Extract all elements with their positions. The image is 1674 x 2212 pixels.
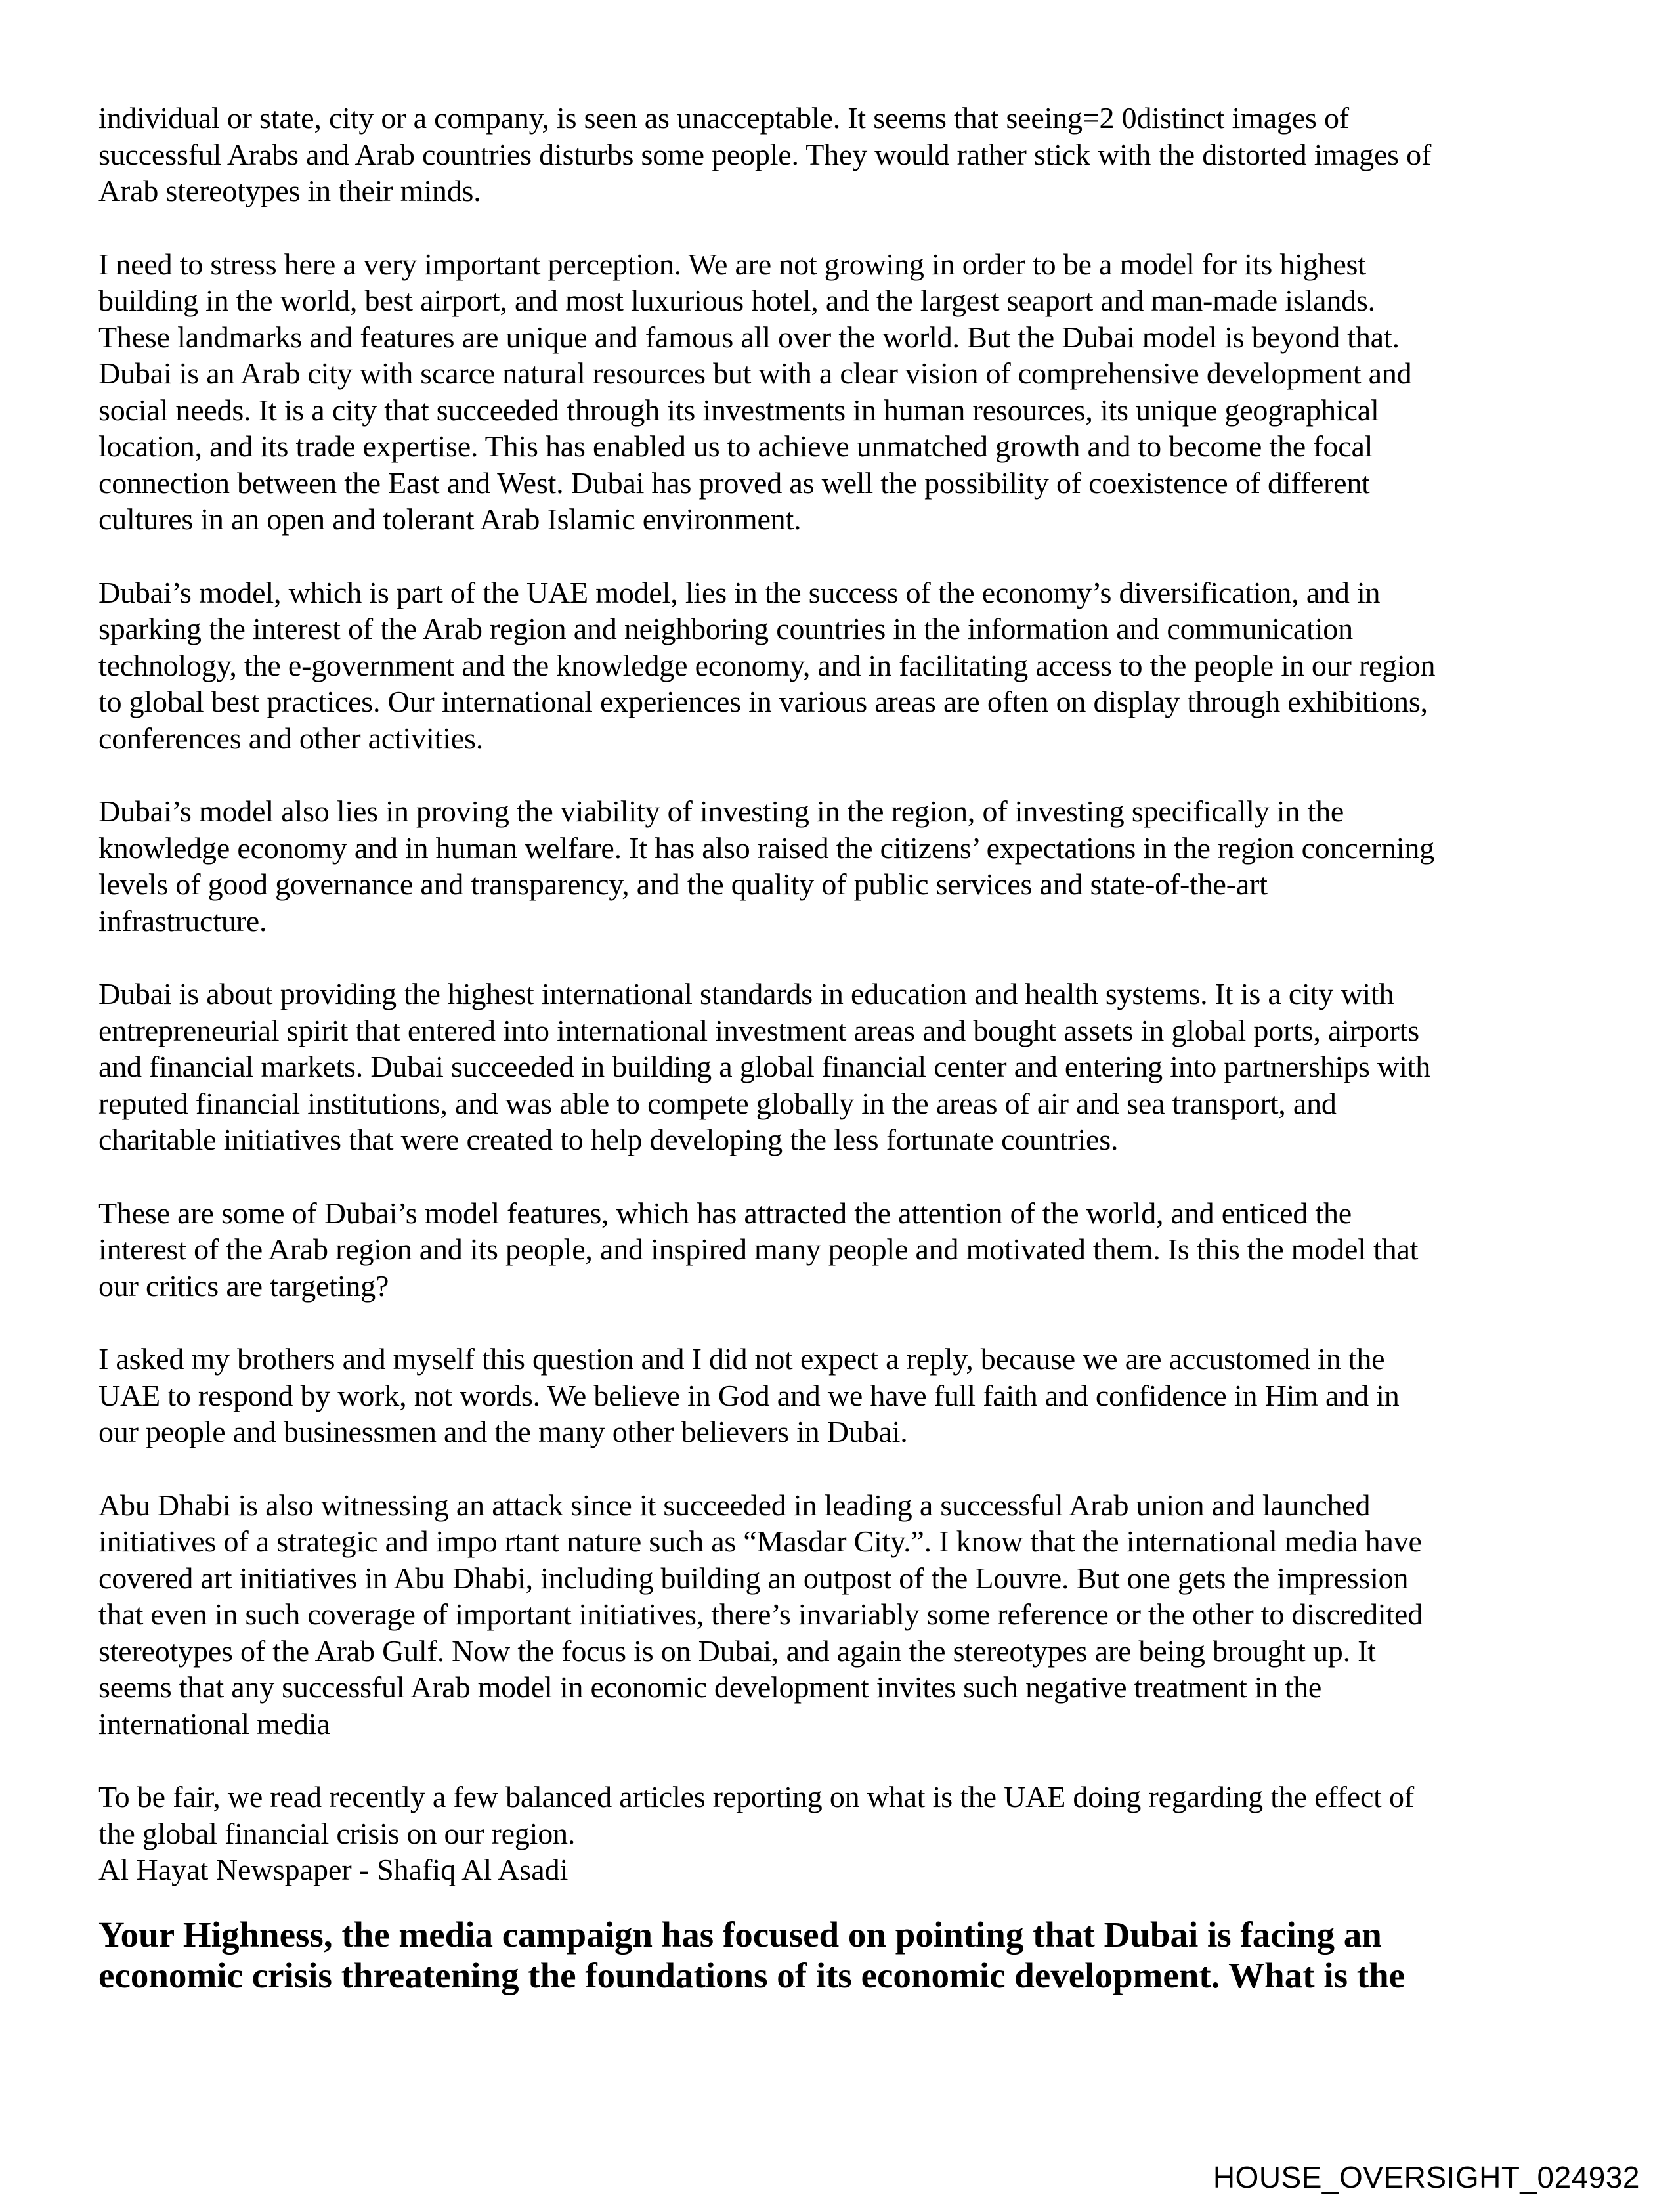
text-line: connection between the East and West. Dubai has proved as well the possibility of coexistence of different — [98, 466, 1370, 500]
bates-stamp: HOUSE_OVERSIGHT_024932 — [1213, 2160, 1640, 2194]
text-line: individual or state, city or a company, is seen as unacceptable. It seems that seeing=2 0distinct images of — [98, 101, 1349, 135]
text-line: technology, the e-government and the knowledge economy, and in facilitating access to the people in our region — [98, 648, 1436, 682]
text-line: that even in such coverage of important initiatives, there’s invariably some reference or the other to discredited — [98, 1597, 1423, 1631]
text-line: reputed financial institutions, and was able to compete globally in the areas of air and sea transport, and — [98, 1086, 1337, 1120]
paragraph-respond-by-work — [98, 1341, 1608, 1450]
text-line: cultures in an open and tolerant Arab Islamic environment. — [98, 502, 802, 536]
text-line: Abu Dhabi is also witnessing an attack since it succeeded in leading a successful Arab union and launched — [98, 1488, 1371, 1522]
text-line: seems that any successful Arab model in economic development invites such negative treatment in the — [98, 1670, 1322, 1704]
text-line: social needs. It is a city that succeeded through its investments in human resources, its unique geographical — [98, 393, 1379, 427]
text-line: entrepreneurial spirit that entered into international investment areas and bought assets in global ports, airports — [98, 1013, 1419, 1047]
document-page — [98, 100, 1608, 1996]
text-line: I need to stress here a very important perception. We are not growing in order to be a model for its highest — [98, 247, 1366, 281]
paragraph-abu-dhabi — [98, 1487, 1608, 1743]
text-line: international media — [98, 1706, 330, 1741]
text-line: Dubai is an Arab city with scarce natural resources but with a clear vision of comprehensive development and — [98, 357, 1412, 390]
paragraph-stereotypes — [98, 100, 1608, 209]
text-line: I asked my brothers and myself this question and I did not expect a reply, because we are accustomed in the — [98, 1342, 1385, 1376]
paragraph-uae-model — [98, 575, 1608, 757]
text-line: conferences and other activities. — [98, 721, 484, 755]
text-line: Arab stereotypes in their minds. — [98, 174, 481, 207]
question-line: Your Highness, the media campaign has focused on pointing that Dubai is facing an — [98, 1914, 1382, 1955]
text-line: interest of the Arab region and its people, and inspired many people and motivated them. Is this the model that — [98, 1232, 1419, 1266]
text-line: infrastructure. — [98, 903, 267, 938]
text-line: and financial markets. Dubai succeeded in building a global financial center and entering into partnerships with — [98, 1050, 1431, 1083]
text-line: the global financial crisis on our region. — [98, 1816, 576, 1850]
text-line: Dubai’s model, which is part of the UAE model, lies in the success of the economy’s diversification, and in — [98, 575, 1381, 609]
paragraph-investment-viability — [98, 793, 1608, 939]
text-line: levels of good governance and transparency, and the quality of public services and state-of-the-art — [98, 867, 1268, 901]
question-line: economic crisis threatening the foundations of its economic development. What is the — [98, 1955, 1406, 1995]
text-line: These are some of Dubai’s model features, which has attracted the attention of the world, and enticed the — [98, 1196, 1352, 1230]
text-line: our people and businessmen and the many other believers in Dubai. — [98, 1415, 908, 1448]
text-line: location, and its trade expertise. This has enabled us to achieve unmatched growth and to become the focal — [98, 429, 1373, 463]
text-line: knowledge economy and in human welfare. It has also raised the citizens’ expectations in the region concerning — [98, 831, 1434, 865]
text-line: Dubai’s model also lies in proving the viability of investing in the region, of investing specifically in the — [98, 794, 1344, 828]
text-line: to global best practices. Our international experiences in various areas are often on display through exhibitions, — [98, 685, 1428, 718]
paragraph-international-standards — [98, 976, 1608, 1158]
text-line: our critics are targeting? — [98, 1269, 389, 1303]
interview-question-heading — [98, 1915, 1608, 1996]
text-line: To be fair, we read recently a few balanced articles reporting on what is the UAE doing regarding the effect of — [98, 1780, 1414, 1813]
text-line: Dubai is about providing the highest international standards in education and health systems. It is a city with — [98, 977, 1394, 1010]
text-line: UAE to respond by work, not words. We believe in God and we have full faith and confidence in Him and in — [98, 1378, 1400, 1412]
text-line: stereotypes of the Arab Gulf. Now the focus is on Dubai, and again the stereotypes are being brought up. It — [98, 1634, 1376, 1668]
text-line: successful Arabs and Arab countries disturbs some people. They would rather stick with the distorted images of — [98, 137, 1432, 171]
source-attribution: Al Hayat Newspaper - Shafiq Al Asadi — [98, 1853, 569, 1886]
text-line: charitable initiatives that were created to help developing the less fortunate countries. — [98, 1123, 1119, 1156]
text-line: building in the world, best airport, and most luxurious hotel, and the largest seaport and man-made islands. — [98, 284, 1375, 317]
text-line: initiatives of a strategic and impo rtant nature such as “Masdar City.”. I know that the international media have — [98, 1525, 1422, 1558]
text-line: sparking the interest of the Arab region and neighboring countries in the information and communication — [98, 612, 1353, 645]
paragraph-model-features — [98, 1195, 1608, 1305]
text-line: These landmarks and features are unique and famous all over the world. But the Dubai model is beyond that. — [98, 320, 1400, 354]
paragraph-to-be-fair — [98, 1779, 1608, 1852]
text-line: covered art initiatives in Abu Dhabi, including building an outpost of the Louvre. But one gets the impression — [98, 1561, 1409, 1595]
paragraph-important-perception — [98, 246, 1608, 538]
